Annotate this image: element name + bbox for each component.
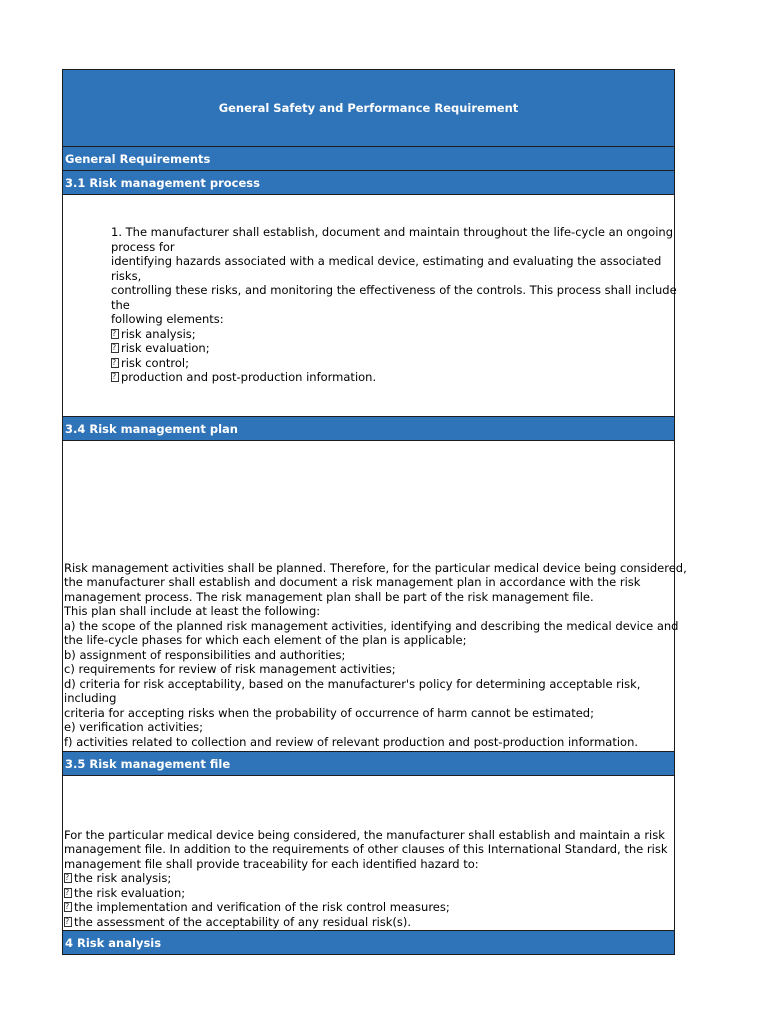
text-line: management process. The risk management plan shall be part of the risk management file.: [64, 589, 594, 604]
text-line: including: [64, 691, 117, 705]
section-header-label: 4 Risk analysis: [65, 935, 162, 950]
bullet-text: the risk analysis;: [74, 871, 172, 885]
requirements-sheet: [62, 69, 687, 955]
bullet-line: [64, 900, 674, 915]
section-header-risk-management-plan[interactable]: [63, 417, 674, 441]
section-header-risk-management-process[interactable]: [63, 171, 674, 195]
text-line: criteria for accepting risks when the probability of occurrence of harm cannot be estimated;: [64, 705, 594, 720]
missing-glyph-icon: [64, 888, 72, 898]
missing-glyph-icon: [111, 358, 119, 368]
missing-glyph-icon: [111, 372, 119, 382]
section-header-general-requirements[interactable]: [63, 147, 674, 171]
text-line: Risk management activities shall be planned. Therefore, for the particular medical device being considered,: [64, 560, 687, 575]
text-line: following elements:: [111, 312, 224, 326]
missing-glyph-icon: [64, 917, 72, 927]
text-line: management file. In addition to the requirements of other clauses of this International Standard, the risk: [64, 842, 668, 856]
bullet-line: [64, 886, 674, 901]
text-line: process for: [111, 239, 175, 254]
text-line: For the particular medical device being considered, the manufacturer shall establish and maintain a risk: [64, 827, 665, 842]
text-line: d) criteria for risk acceptability, based on the manufacturer's policy for determining acceptable risk,: [64, 676, 641, 691]
cell-risk-management-process[interactable]: [63, 195, 677, 417]
bullet-text: the assessment of the acceptability of any residual risk(s).: [74, 914, 412, 929]
text-line: b) assignment of responsibilities and authorities;: [64, 647, 346, 662]
text-line: the manufacturer shall establish and document a risk management plan in accordance with the risk: [64, 575, 641, 589]
bullet-line: [64, 871, 674, 886]
text-line: risks,: [111, 268, 142, 283]
text-line: identifying hazards associated with a medical device, estimating and evaluating the associated: [111, 254, 662, 268]
bullet-text: the implementation and verification of the risk control measures;: [74, 900, 450, 914]
missing-glyph-icon: [111, 343, 119, 353]
missing-glyph-icon: [64, 902, 72, 912]
text-line: 1. The manufacturer shall establish, document and maintain throughout the life-cycle an ongoing: [111, 225, 674, 239]
bullet-line: [111, 341, 674, 356]
bullet-text: the risk evaluation;: [74, 885, 186, 900]
section-header-label: 3.4 Risk management plan: [65, 421, 238, 436]
text-line: e) verification activities;: [64, 720, 204, 734]
text-line: This plan shall include at least the following:: [64, 604, 321, 618]
section-header-label: 3.1 Risk management process: [65, 175, 260, 190]
section-header-label: General Requirements: [65, 151, 211, 166]
bullet-line: [64, 915, 674, 930]
cell-risk-management-plan[interactable]: [63, 441, 687, 752]
section-header-label: 3.5 Risk management file: [65, 756, 231, 771]
cell-risk-management-file[interactable]: [63, 776, 674, 931]
missing-glyph-icon: [111, 329, 119, 339]
bullet-line: [111, 370, 674, 385]
bullet-line: [111, 356, 674, 371]
section-header-risk-analysis[interactable]: [63, 931, 674, 955]
bullet-text: risk control;: [121, 355, 189, 370]
bullet-text: risk evaluation;: [121, 341, 210, 355]
text-line: management file shall provide traceability for each identified hazard to:: [64, 856, 479, 871]
text-line: a) the scope of the planned risk management activities, identifying and describing the medical device and: [64, 618, 679, 633]
text-line: f) activities related to collection and review of relevant production and post-production information.: [64, 734, 639, 749]
bullet-line: [111, 327, 674, 342]
text-line: the: [111, 297, 130, 312]
sheet-title: General Safety and Performance Requirement: [218, 101, 519, 115]
sheet-title-cell[interactable]: [63, 70, 674, 147]
text-line: the life-cycle phases for which each element of the plan is applicable;: [64, 633, 467, 647]
text-line: c) requirements for review of risk management activities;: [64, 662, 396, 676]
bullet-text: risk analysis;: [121, 326, 196, 341]
bullet-text: production and post-production information.: [121, 370, 377, 384]
text-line: controlling these risks, and monitoring the effectiveness of the controls. This process shall include: [111, 283, 677, 297]
missing-glyph-icon: [64, 873, 72, 883]
section-header-risk-management-file[interactable]: [63, 752, 674, 776]
